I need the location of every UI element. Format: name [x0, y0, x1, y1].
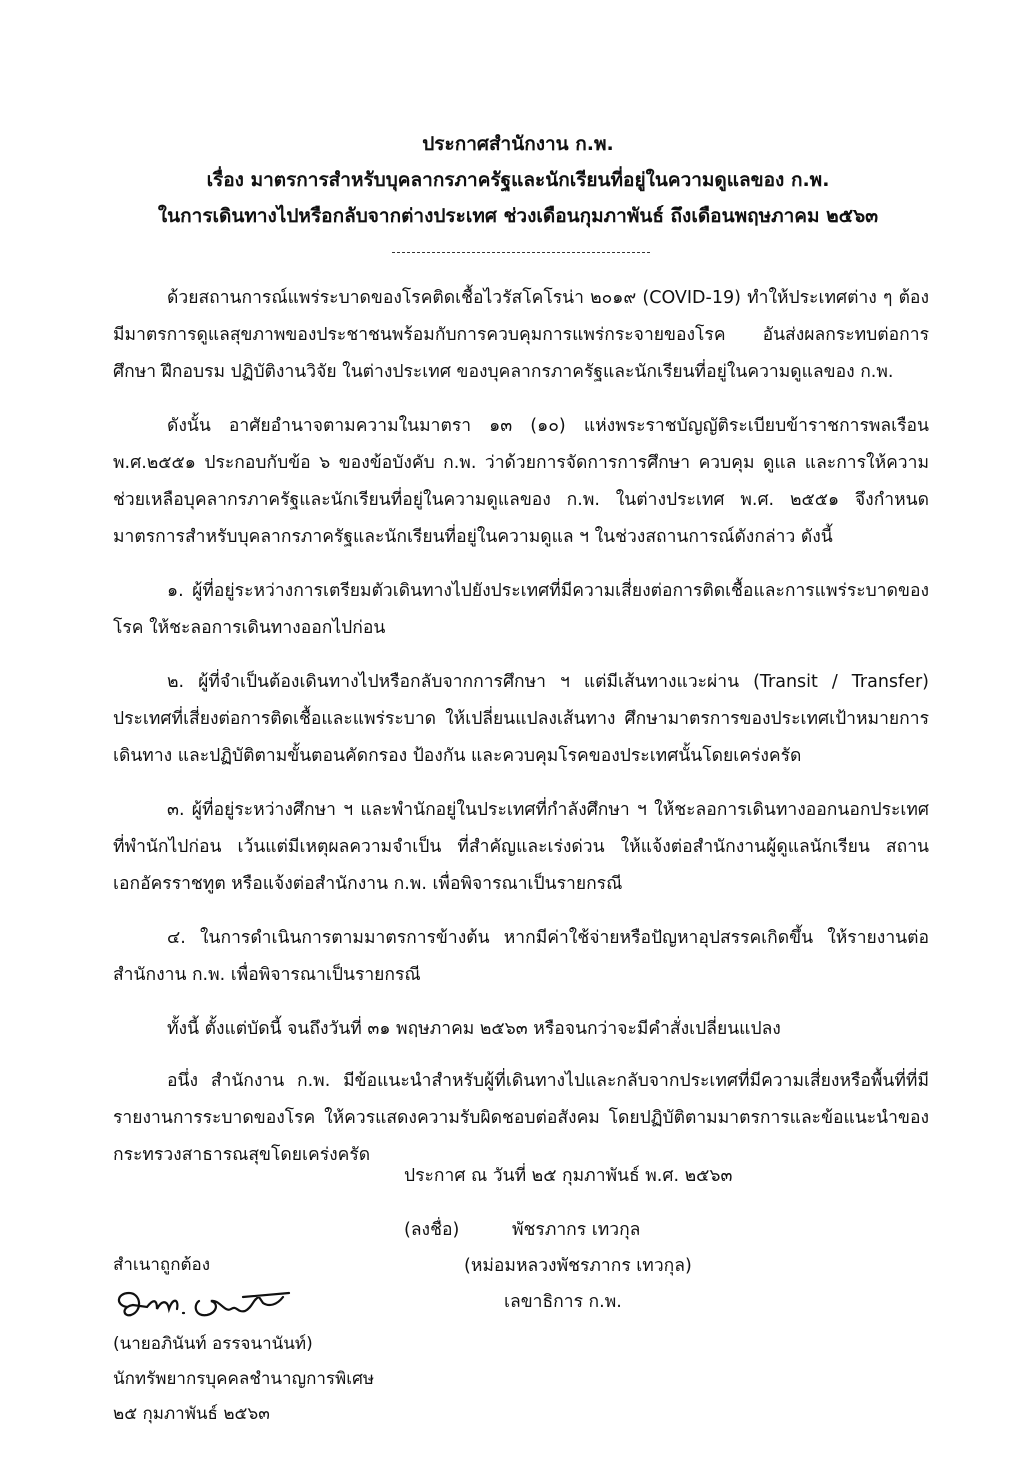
certifier-position: นักทรัพยากรบุคคลชำนาญการพิเศษ — [113, 1369, 375, 1389]
announcement-header — [0, 126, 1036, 234]
sign-label: (ลงชื่อ) — [404, 1220, 460, 1240]
handwritten-signature — [113, 1285, 303, 1323]
announcement-body — [113, 280, 929, 1191]
signed-row — [404, 1212, 824, 1248]
paragraph-background: ด้วยสถานการณ์แพร่ระบาดของโรคติดเชื้อไวรัสโคโรน่า ๒๐๑๙ (COVID-19) ทำให้ประเทศต่าง ๆ ต้องมีมาตรการดูแลสุขภาพของประชาชนพร้อมกับการควบคุมการแพร่กระจายของโรค อันส่งผลกระทบต่อการศึกษา ฝึกอบรม ปฏิบัติงานวิจัย ในต่างประเทศ ของบุคลากรภาครัฐและนักเรียนที่อยู่ในความดูแลของ ก.พ. — [113, 288, 929, 382]
paragraph-measure-2: ๒. ผู้ที่จำเป็นต้องเดินทางไปหรือกลับจากการศึกษา ฯ แต่มีเส้นทางแวะผ่าน (Transit / Transfer) ประเทศที่เสี่ยงต่อการติดเชื้อและแพร่ระบาด ให้เปลี่ยนแปลงเส้นทาง ศึกษามาตรการของประเทศเป้าหมายการเดินทาง และปฏิบัติตามขั้นตอนคัดกรอง ป้องกัน และควบคุมโรคของประเทศนั้นโดยเคร่งครัด — [113, 672, 929, 766]
paragraph-authority: ดังนั้น อาศัยอำนาจตามความในมาตรา ๑๓ (๑๐) แห่งพระราชบัญญัติระเบียบข้าราชการพลเรือน พ.ศ.๒๕๕๑ ประกอบกับข้อ ๖ ของข้อบังคับ ก.พ. ว่าด้วยการจัดการการศึกษา ควบคุม ดูแล และการให้ความช่วยเหลือบุคลากรภาครัฐและนักเรียนที่อยู่ในความดูแลของ ก.พ. ในต่างประเทศ พ.ศ. ๒๕๕๑ จึงกำหนดมาตรการสำหรับบุคลากรภาครัฐและนักเรียนที่อยู่ในความดูแล ฯ ในช่วงสถานการณ์ดังกล่าว ดังนี้ — [113, 416, 929, 547]
paragraph-measure-4: ๔. ในการดำเนินการตามมาตรการข้างต้น หากมีค่าใช้จ่ายหรือปัญหาอุปสรรคเกิดขึ้น ให้รายงานต่อสำนักงาน ก.พ. เพื่อพิจารณาเป็นรายกรณี — [113, 928, 929, 985]
paragraph-advice: อนึ่ง สำนักงาน ก.พ. มีข้อแนะนำสำหรับผู้ที่เดินทางไปและกลับจากประเทศที่มีความเสี่ยงหรือพื้นที่ที่มีรายงานการระบาดของโรค ให้ควรแสดงความรับผิดชอบต่อสังคม โดยปฏิบัติตามมาตรการและข้อแนะนำของกระทรวงสาธารณสุขโดยเคร่งครัด — [113, 1071, 929, 1165]
header-line-1: ประกาศสำนักงาน ก.พ. — [422, 133, 614, 155]
header-divider — [392, 252, 650, 253]
header-line-3: ในการเดินทางไปหรือกลับจากต่างประเทศ ช่วงเดือนกุมภาพันธ์ ถึงเดือนพฤษภาคม ๒๕๖๓ — [157, 205, 879, 227]
signer-name: พัชรภากร เทวกุล — [512, 1220, 641, 1240]
header-line-2: เรื่อง มาตรการสำหรับบุคลากรภาครัฐและนักเรียนที่อยู่ในความดูแลของ ก.พ. — [206, 169, 830, 191]
certified-copy-label: สำเนาถูกต้อง — [113, 1255, 211, 1275]
paragraph-measure-3: ๓. ผู้ที่อยู่ระหว่างศึกษา ฯ และพำนักอยู่ในประเทศที่กำลังศึกษา ฯ ให้ชะลอการเดินทางออกนอกประเทศที่พำนักไปก่อน เว้นแต่มีเหตุผลความจำเป็น ที่สำคัญและเร่งด่วน ให้แจ้งต่อสำนักงานผู้ดูแลนักเรียน สถานเอกอัครราชทูต หรือแจ้งต่อสำนักงาน ก.พ. เพื่อพิจารณาเป็นรายกรณี — [113, 800, 929, 894]
signer-full-name: (หม่อมหลวงพัชรภากร เทวกุล) — [464, 1256, 692, 1276]
certified-date: ๒๕ กุมภาพันธ์ ๒๕๖๓ — [113, 1404, 270, 1424]
certified-copy-block — [113, 1248, 443, 1432]
signature-block — [404, 1158, 824, 1320]
announcement-date: ประกาศ ณ วันที่ ๒๕ กุมภาพันธ์ พ.ศ. ๒๕๖๓ — [404, 1166, 733, 1186]
signer-title: เลขาธิการ ก.พ. — [504, 1292, 622, 1312]
paragraph-effective-period: ทั้งนี้ ตั้งแต่บัดนี้ จนถึงวันที่ ๓๑ พฤษภาคม ๒๕๖๓ หรือจนกว่าจะมีคำสั่งเปลี่ยนแปลง — [167, 1019, 781, 1039]
certifier-name: (นายอภินันท์ อรรจนานันท์) — [113, 1334, 313, 1354]
paragraph-measure-1: ๑. ผู้ที่อยู่ระหว่างการเตรียมตัวเดินทางไปยังประเทศที่มีความเสี่ยงต่อการติดเชื้อและการแพร่ระบาดของโรค ให้ชะลอการเดินทางออกไปก่อน — [113, 581, 929, 638]
